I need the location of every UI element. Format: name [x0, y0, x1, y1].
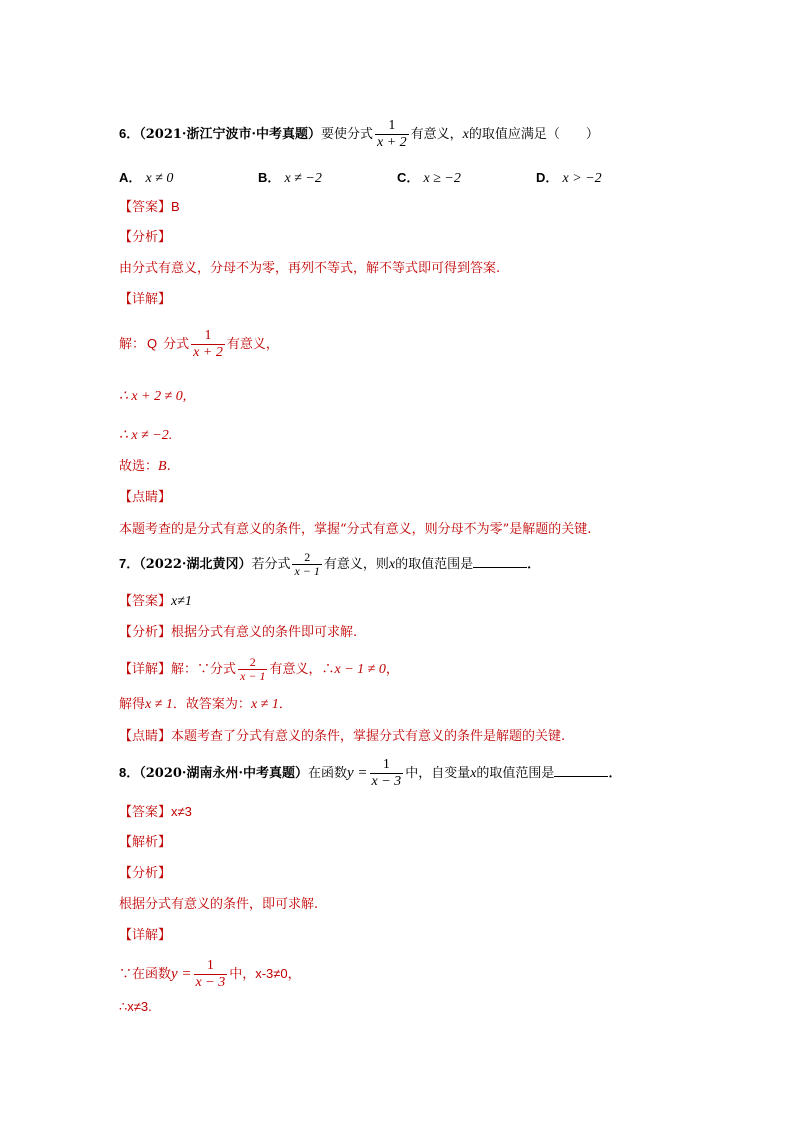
q6-detail-4 [119, 458, 171, 476]
detail-text: 有意义，∴ [269, 662, 335, 677]
option-label: B． [258, 170, 281, 185]
detail-text: ∵在函数 [119, 967, 172, 982]
option-expr: x ≠ 0 [145, 171, 174, 186]
detail-text: 解：∵分式 [171, 662, 237, 677]
option-label: A． [119, 170, 142, 185]
detail-text: ． [278, 697, 292, 712]
stem-text: 在函数 [307, 766, 347, 781]
fraction-denominator: x + 2 [193, 345, 223, 360]
detail-text: 分式 [163, 337, 190, 352]
option-b [258, 167, 322, 187]
q6-detail-2: ∴ x + 2 ≠ 0, [119, 389, 187, 404]
fraction-denominator: x − 3 [195, 975, 226, 990]
detail-text: 解： [119, 337, 146, 352]
fraction [194, 958, 228, 991]
option-expr: x > −2 [562, 171, 602, 186]
stem-text: 的取值应满足（ ） [468, 127, 599, 142]
answer-value: x≠3 [171, 804, 192, 819]
answer-tag: 【答案】 [119, 200, 172, 215]
q6-analysis-tag: 【分析】 [119, 230, 172, 245]
option-d [536, 167, 602, 187]
q6-comment: 本题考查的是分式有意义的条件，掌握“分式有意义，则分母不为零”是解题的关键. [119, 522, 592, 537]
fraction-numerator: 1 [206, 958, 214, 973]
answer-blank[interactable] [554, 763, 608, 777]
detail-text: 中，x-3≠0， [229, 966, 301, 981]
option-label: D． [536, 170, 559, 185]
because-symbol: Q [147, 336, 158, 351]
fraction [292, 551, 321, 578]
q8-detail-tag: 【详解】 [119, 928, 172, 943]
function-lhs: y = [171, 966, 192, 982]
q7-comment [119, 728, 565, 746]
answer-blank[interactable] [473, 554, 527, 568]
stem-text: 若分式 [251, 557, 291, 572]
question-source: （2021·浙江宁波市·中考真题） [139, 127, 321, 142]
q6-detail-3: ∴ x ≠ −2. [119, 428, 173, 443]
stem-text: 有意义，则 [323, 557, 389, 572]
q6-detail-1 [119, 328, 279, 361]
detail-tag: 【详解】 [119, 662, 172, 677]
answer-tag: 【答案】 [119, 805, 172, 820]
q8-jiexi-tag: 【解析】 [119, 835, 172, 850]
option-label: C． [397, 170, 420, 185]
detail-text: 解得 [119, 697, 146, 712]
answer-value: B [158, 459, 167, 474]
question-source: （2020·湖南永州·中考真题） [139, 766, 308, 781]
q7-detail [119, 656, 399, 683]
comment-tag: 【点睛】 [119, 729, 172, 744]
question-number: 7． [119, 556, 140, 571]
q8-detail-2: ∴x≠3. [119, 999, 152, 1014]
variable: x [470, 766, 477, 781]
q8-analysis-tag: 【分析】 [119, 866, 172, 881]
q6-comment-tag: 【点睛】 [119, 490, 172, 505]
question-6-stem [119, 118, 599, 151]
fraction [191, 328, 225, 361]
answer-value: x≠1 [171, 594, 192, 609]
fraction-denominator: x − 1 [294, 564, 320, 578]
option-c [397, 167, 461, 187]
stem-text: 有意义， [410, 127, 463, 142]
fraction [375, 118, 409, 151]
answer-value: B [171, 199, 180, 214]
variable: x [462, 127, 469, 142]
stem-text: 的取值范围是 [476, 766, 555, 781]
fraction [238, 656, 267, 683]
stem-text: 中，自变量 [405, 766, 471, 781]
stem-text: 要使分式 [320, 127, 373, 142]
fraction-numerator: 1 [388, 118, 396, 133]
fraction-denominator: x + 2 [376, 135, 407, 150]
option-expr: x ≥ −2 [423, 171, 461, 186]
q6-detail-tag: 【详解】 [119, 292, 172, 307]
answer-tag: 【答案】 [119, 594, 172, 609]
q7-solve [119, 696, 292, 714]
variable: x [388, 557, 396, 572]
question-number: 6． [119, 126, 140, 141]
question-7-stem [119, 551, 540, 578]
detail-text: . [166, 459, 171, 474]
fraction-numerator: 2 [304, 550, 311, 564]
detail-text: 故选： [119, 459, 159, 474]
question-source: （2022·湖北黄冈） [139, 557, 252, 572]
detail-text: ， [385, 662, 399, 677]
q6-analysis: 由分式有意义，分母不为零，再列不等式，解不等式即可得到答案. [119, 261, 501, 276]
fraction-denominator: x − 1 [240, 669, 266, 683]
q8-detail-1 [119, 958, 301, 991]
stem-text: ． [608, 766, 622, 781]
q8-answer [119, 803, 192, 822]
fraction-numerator: 2 [249, 655, 256, 669]
option-expr: x ≠ −2 [284, 171, 322, 186]
detail-text: ．故答案为： [172, 697, 251, 712]
detail-text: 有意义， [226, 337, 279, 352]
detail-expr: x ≠ 1 [145, 697, 173, 712]
analysis-tag: 【分析】 [119, 625, 172, 640]
q7-answer [119, 593, 192, 611]
q8-analysis: 根据分式有意义的条件，即可求解. [119, 897, 319, 912]
fraction-denominator: x − 3 [371, 774, 402, 789]
answer-value: x ≠ 1 [250, 697, 279, 712]
fraction [370, 757, 404, 790]
q6-answer [119, 198, 180, 217]
question-number: 8． [119, 765, 140, 780]
detail-expr: x − 1 ≠ 0 [334, 662, 386, 677]
fraction-numerator: 1 [382, 757, 390, 772]
fraction-numerator: 1 [204, 328, 212, 343]
analysis-text: 根据分式有意义的条件即可求解. [171, 625, 358, 640]
q7-analysis [119, 624, 357, 642]
question-8-stem [119, 757, 621, 790]
stem-text: ． [527, 557, 541, 572]
stem-text: 的取值范围是 [395, 557, 474, 572]
comment-text: 本题考查了分式有意义的条件，掌握分式有意义的条件是解题的关键. [171, 729, 566, 744]
option-a [119, 167, 173, 187]
function-lhs: y = [346, 765, 368, 781]
